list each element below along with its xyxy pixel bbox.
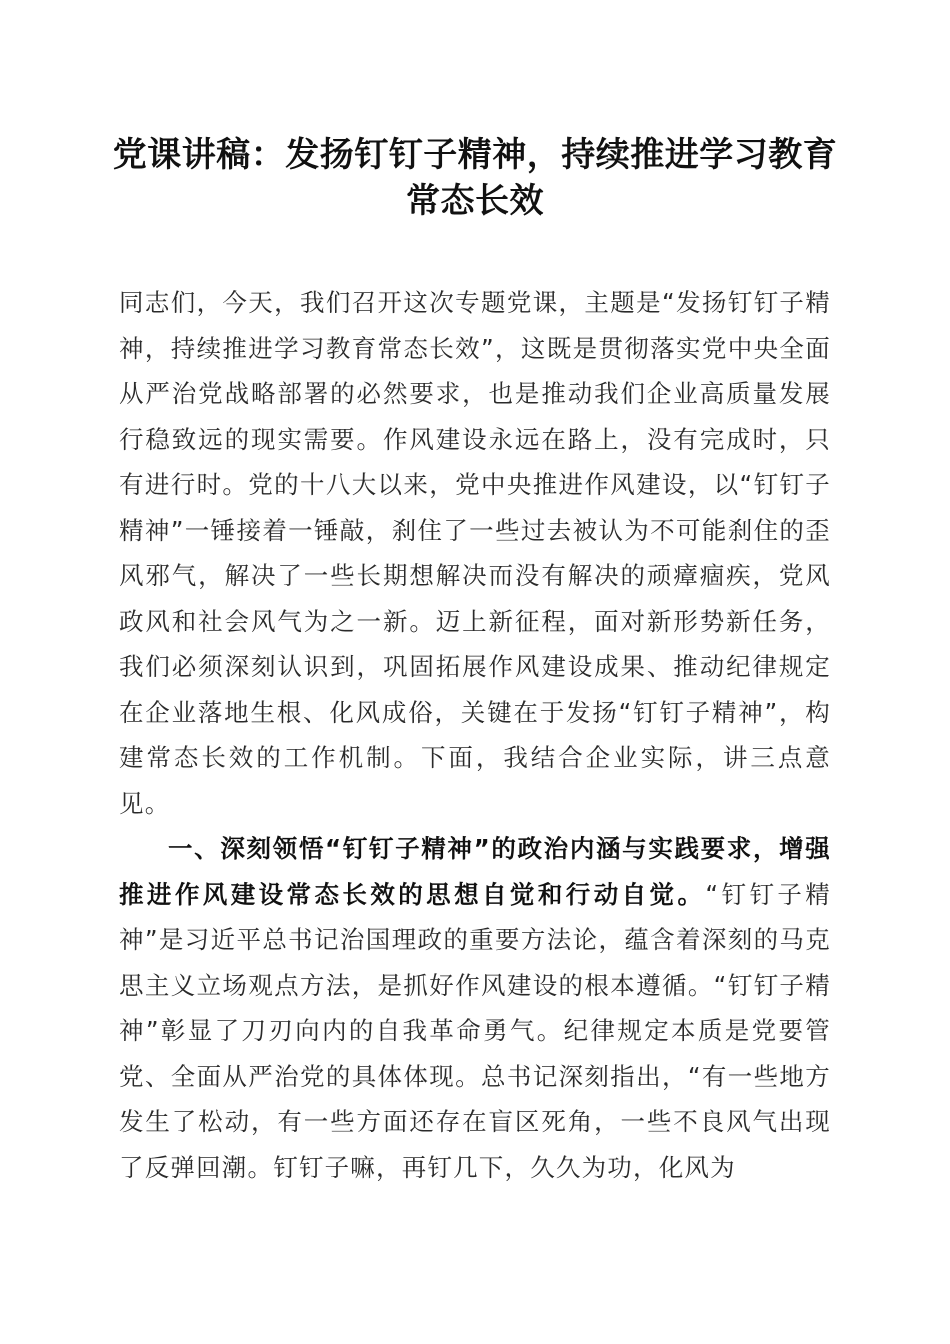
document-body [119, 280, 831, 1190]
document-title: 党课讲稿：发扬钉钉子精神，持续推进学习教育常态长效 [112, 135, 838, 221]
section-one-heading: 一、深刻领悟“钉钉子精神”的政治内涵与实践要求，增强推进作风建设常态长效的思想自觉和行动自觉。 [119, 834, 831, 909]
section-one-body: “钉钉子精神”是习近平总书记治国理政的重要方法论，蕴含着深刻的马克思主义立场观点方法，是抓好作风建设的根本遵循。“钉钉子精神”彰显了刀刃向内的自我革命勇气。纪律规定本质是党要管党、全面从严治党的具体体现。总书记深刻指出，“有一些地方发生了松动，有一些方面还存在盲区死角，一些不良风气出现了反弹回潮。钉钉子嘛，再钉几下，久久为功，化风为 [119, 879, 831, 1182]
section-one-paragraph [119, 826, 831, 1190]
intro-paragraph: 同志们，今天，我们召开这次专题党课，主题是“发扬钉钉子精神，持续推进学习教育常态长效”，这既是贯彻落实党中央全面从严治党战略部署的必然要求，也是推动我们企业高质量发展行稳致远的现实需要。作风建设永远在路上，没有完成时，只有进行时。党的十八大以来，党中央推进作风建设，以“钉钉子精神”一锤接着一锤敲，刹住了一些过去被认为不可能刹住的歪风邪气，解决了一些长期想解决而没有解决的顽瘴痼疾，党风政风和社会风气为之一新。迈上新征程，面对新形势新任务，我们必须深刻认识到，巩固拓展作风建设成果、推动纪律规定在企业落地生根、化风成俗，关键在于发扬“钉钉子精神”，构建常态长效的工作机制。下面，我结合企业实际，讲三点意见。 [119, 288, 831, 818]
